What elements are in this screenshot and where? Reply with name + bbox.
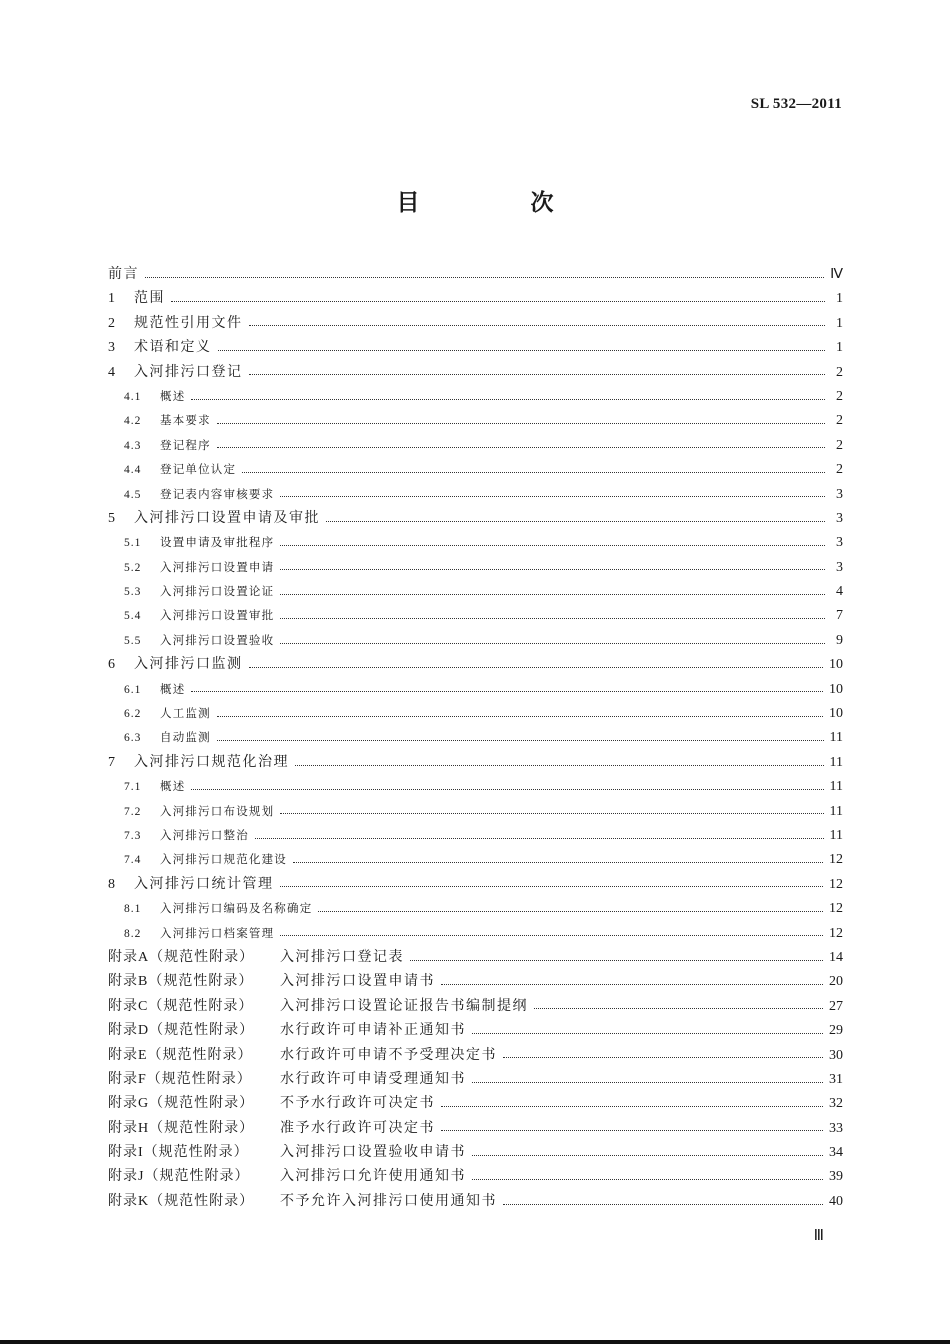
toc-entry-page: 11 <box>829 754 843 770</box>
toc-entry-number: 附录D（规范性附录） <box>108 1023 255 1039</box>
toc-entry-number: 4.1 <box>124 390 142 403</box>
toc-entry-page: 9 <box>836 632 843 648</box>
toc-entry-title: 入河排污口设置审批 <box>160 608 275 623</box>
toc-entry-page: 1 <box>836 291 843 307</box>
toc-entry[interactable] <box>108 896 843 920</box>
toc-leader-dots <box>145 277 824 278</box>
toc-entry[interactable] <box>108 433 843 457</box>
toc-entry-number: 6.1 <box>124 683 142 696</box>
toc-leader-dots <box>472 1082 823 1083</box>
standard-code: SL 532—2011 <box>750 96 842 112</box>
toc-leader-dots <box>472 1033 823 1034</box>
toc-entry-number: 附录J（规范性附录） <box>108 1169 250 1185</box>
toc-entry-number: 8.2 <box>124 927 142 940</box>
toc-entry-title: 不予允许入河排污口使用通知书 <box>280 1192 497 1209</box>
toc-entry[interactable] <box>108 774 843 798</box>
toc-entry-page: 14 <box>829 949 843 965</box>
page-number: Ⅲ <box>813 1228 824 1244</box>
toc-entry-title: 设置申请及审批程序 <box>160 535 275 550</box>
toc-entry-page: 2 <box>836 388 843 404</box>
toc-entry-number: 附录C（规范性附录） <box>108 998 254 1014</box>
toc-entry-page: 20 <box>829 974 843 990</box>
toc-entry-page: 34 <box>829 1145 843 1161</box>
toc-entry-title: 基本要求 <box>160 413 211 428</box>
toc-entry-title: 规范性引用文件 <box>134 314 243 331</box>
toc-leader-dots <box>191 399 825 400</box>
toc-entry-number: 5.4 <box>124 610 142 623</box>
toc-leader-dots <box>280 545 825 546</box>
toc-leader-dots <box>293 862 823 863</box>
toc-entry-number: 6.3 <box>124 732 142 745</box>
page-title: 目 次 <box>396 190 598 216</box>
toc-entry-title: 入河排污口设置申请及审批 <box>134 509 320 526</box>
toc-entry-title: 范围 <box>134 290 165 307</box>
toc-leader-dots <box>280 813 823 814</box>
toc-entry-title: 入河排污口登记 <box>134 363 243 380</box>
toc-entry-page: 40 <box>829 1193 843 1209</box>
toc-entry-page: 1 <box>836 315 843 331</box>
toc-entry[interactable] <box>108 1018 843 1042</box>
toc-entry-title: 入河排污口登记表 <box>280 948 404 965</box>
toc-leader-dots <box>217 447 825 448</box>
toc-entry-number: 5 <box>108 510 115 526</box>
toc-entry[interactable] <box>108 482 843 506</box>
toc-entry[interactable] <box>108 628 843 652</box>
toc-entry-title: 入河排污口统计管理 <box>134 875 274 892</box>
toc-entry-number: 附录E（规范性附录） <box>108 1047 253 1063</box>
toc-entry-title: 登记单位认定 <box>160 462 237 477</box>
toc-leader-dots <box>280 496 825 497</box>
toc-entry-title: 准予水行政许可决定书 <box>280 1119 435 1136</box>
toc-leader-dots <box>280 643 825 644</box>
toc-entry-number: 附录K（规范性附录） <box>108 1193 255 1209</box>
toc-entry-title: 入河排污口档案管理 <box>160 925 275 940</box>
toc-entry-number: 5.3 <box>124 586 142 599</box>
toc-entry-number: 4 <box>108 364 115 380</box>
toc-entry-page: 2 <box>836 437 843 453</box>
toc-entry-title: 入河排污口设置验收 <box>160 632 275 647</box>
toc-entry-page: Ⅳ <box>830 267 843 282</box>
toc-entry-title: 入河排污口设置申请书 <box>280 973 435 990</box>
toc-entry-number: 7.4 <box>124 854 142 867</box>
toc-entry[interactable] <box>108 945 843 969</box>
toc-entry-number: 2 <box>108 315 115 331</box>
toc-entry-number: 附录G（规范性附录） <box>108 1096 255 1112</box>
toc-leader-dots <box>441 984 823 985</box>
toc-entry-page: 10 <box>829 681 843 697</box>
toc-entry-page: 3 <box>836 510 843 526</box>
toc-entry[interactable] <box>108 1164 843 1188</box>
toc-entry-number: 5.2 <box>124 561 142 574</box>
toc-entry-title: 入河排污口监测 <box>134 656 243 673</box>
toc-entry-title: 不予水行政许可决定书 <box>280 1095 435 1112</box>
toc-entry-page: 2 <box>836 364 843 380</box>
toc-entry-page: 10 <box>829 706 843 722</box>
toc-entry[interactable] <box>108 262 843 286</box>
toc-entry-page: 10 <box>829 657 843 673</box>
toc-entry-title: 水行政许可申请不予受理决定书 <box>280 1046 497 1063</box>
toc-entry-number: 附录A（规范性附录） <box>108 949 255 965</box>
toc-entry-number: 4.2 <box>124 415 142 428</box>
toc-entry-page: 11 <box>829 779 843 795</box>
toc-entry-number: 附录F（规范性附录） <box>108 1071 252 1087</box>
toc-leader-dots <box>249 667 824 668</box>
toc-leader-dots <box>472 1155 823 1156</box>
toc-entry-page: 12 <box>829 901 843 917</box>
toc-entry[interactable] <box>108 360 843 384</box>
toc-entry-page: 3 <box>836 486 843 502</box>
toc-entry-title: 术语和定义 <box>134 339 212 356</box>
toc-leader-dots <box>534 1008 823 1009</box>
toc-leader-dots <box>217 423 825 424</box>
toc-entry-number: 8.1 <box>124 903 142 916</box>
toc-entry[interactable] <box>108 506 843 530</box>
toc-entry[interactable] <box>108 311 843 335</box>
toc-entry-title: 入河排污口布设规划 <box>160 803 275 818</box>
toc-entry[interactable] <box>108 847 843 871</box>
toc-leader-dots <box>191 789 823 790</box>
toc-leader-dots <box>217 740 824 741</box>
toc-entry-title: 入河排污口允许使用通知书 <box>280 1168 466 1185</box>
toc-entry-title: 水行政许可申请受理通知书 <box>280 1070 466 1087</box>
toc-entry-number: 7.3 <box>124 829 142 842</box>
toc-entry-number: 4.5 <box>124 488 142 501</box>
toc-entry-page: 2 <box>836 462 843 478</box>
toc-entry-number: 7 <box>108 754 115 770</box>
toc-leader-dots <box>280 618 825 619</box>
toc-entry[interactable] <box>108 921 843 945</box>
toc-entry-page: 11 <box>829 827 843 843</box>
toc-entry[interactable] <box>108 823 843 847</box>
toc-leader-dots <box>503 1204 823 1205</box>
toc-entry-title: 概述 <box>160 681 186 696</box>
table-of-contents <box>108 262 843 1213</box>
toc-entry[interactable] <box>108 1091 843 1115</box>
toc-leader-dots <box>295 765 824 766</box>
toc-leader-dots <box>410 960 823 961</box>
toc-entry-page: 39 <box>829 1169 843 1185</box>
toc-entry-page: 12 <box>829 852 843 868</box>
toc-entry-page: 33 <box>829 1120 843 1136</box>
toc-entry[interactable] <box>108 555 843 579</box>
toc-entry-title: 入河排污口编码及名称确定 <box>160 901 313 916</box>
bottom-rule <box>0 1340 950 1344</box>
toc-leader-dots <box>191 691 823 692</box>
toc-entry-title: 入河排污口规范化治理 <box>134 753 289 770</box>
toc-entry-number: 附录B（规范性附录） <box>108 974 254 990</box>
toc-entry-number: 6.2 <box>124 708 142 721</box>
toc-entry-title: 入河排污口规范化建设 <box>160 852 287 867</box>
toc-entry-number: 3 <box>108 340 115 356</box>
toc-leader-dots <box>503 1057 823 1058</box>
toc-entry[interactable] <box>108 799 843 823</box>
toc-entry-title: 前言 <box>108 266 139 282</box>
toc-entry[interactable] <box>108 1140 843 1164</box>
toc-entry[interactable] <box>108 579 843 603</box>
toc-entry-title: 人工监测 <box>160 706 211 721</box>
toc-leader-dots <box>249 374 826 375</box>
toc-entry-page: 7 <box>836 608 843 624</box>
toc-entry[interactable] <box>108 1043 843 1067</box>
toc-leader-dots <box>326 521 825 522</box>
toc-entry-page: 11 <box>829 730 843 746</box>
toc-entry[interactable] <box>108 1189 843 1213</box>
toc-entry[interactable] <box>108 1116 843 1140</box>
toc-entry[interactable] <box>108 384 843 408</box>
toc-entry-page: 31 <box>829 1071 843 1087</box>
toc-entry-title: 入河排污口设置论证 <box>160 584 275 599</box>
toc-entry-number: 5.1 <box>124 537 142 550</box>
toc-entry-title: 入河排污口设置申请 <box>160 559 275 574</box>
toc-entry-number: 5.5 <box>124 634 142 647</box>
toc-entry-number: 4.4 <box>124 464 142 477</box>
toc-entry[interactable] <box>108 408 843 432</box>
toc-leader-dots <box>217 716 823 717</box>
toc-leader-dots <box>218 350 826 351</box>
toc-entry-number: 7.2 <box>124 805 142 818</box>
toc-entry[interactable] <box>108 603 843 627</box>
toc-entry[interactable] <box>108 969 843 993</box>
toc-leader-dots <box>255 838 824 839</box>
toc-leader-dots <box>280 935 823 936</box>
toc-entry-page: 27 <box>829 998 843 1014</box>
toc-leader-dots <box>280 886 824 887</box>
toc-entry-title: 水行政许可申请补正通知书 <box>280 1022 466 1039</box>
toc-entry-page: 1 <box>836 340 843 356</box>
toc-entry-page: 30 <box>829 1047 843 1063</box>
toc-leader-dots <box>249 325 826 326</box>
toc-entry-page: 3 <box>836 559 843 575</box>
toc-entry[interactable] <box>108 994 843 1018</box>
toc-entry[interactable] <box>108 677 843 701</box>
toc-entry-page: 3 <box>836 535 843 551</box>
toc-entry[interactable] <box>108 725 843 749</box>
toc-entry-title: 入河排污口设置验收申请书 <box>280 1144 466 1161</box>
toc-entry-number: 4.3 <box>124 439 142 452</box>
toc-entry-title: 入河排污口设置论证报告书编制提纲 <box>280 997 528 1014</box>
toc-entry-title: 自动监测 <box>160 730 211 745</box>
toc-entry-number: 1 <box>108 291 115 307</box>
toc-entry-number: 附录H（规范性附录） <box>108 1120 255 1136</box>
toc-entry-page: 12 <box>829 876 843 892</box>
toc-leader-dots <box>472 1179 823 1180</box>
toc-entry-page: 4 <box>836 584 843 600</box>
toc-entry-number: 8 <box>108 876 115 892</box>
toc-entry-page: 12 <box>829 925 843 941</box>
toc-entry[interactable] <box>108 1067 843 1091</box>
toc-leader-dots <box>441 1130 823 1131</box>
toc-entry[interactable] <box>108 701 843 725</box>
toc-entry-title: 概述 <box>160 388 186 403</box>
toc-entry-title: 概述 <box>160 779 186 794</box>
toc-entry-page: 11 <box>829 803 843 819</box>
toc-leader-dots <box>242 472 825 473</box>
toc-entry-title: 登记表内容审核要求 <box>160 486 275 501</box>
toc-entry-page: 32 <box>829 1096 843 1112</box>
toc-leader-dots <box>280 594 825 595</box>
toc-entry[interactable] <box>108 750 843 774</box>
toc-entry-page: 2 <box>836 413 843 429</box>
toc-entry-number: 7.1 <box>124 781 142 794</box>
toc-entry-page: 29 <box>829 1023 843 1039</box>
toc-entry[interactable] <box>108 872 843 896</box>
toc-entry-number: 6 <box>108 657 115 673</box>
toc-entry[interactable] <box>108 457 843 481</box>
toc-entry-title: 登记程序 <box>160 437 211 452</box>
toc-leader-dots <box>441 1106 823 1107</box>
toc-entry[interactable] <box>108 286 843 310</box>
toc-leader-dots <box>318 911 823 912</box>
toc-leader-dots <box>171 301 825 302</box>
toc-entry[interactable] <box>108 652 843 676</box>
toc-entry[interactable] <box>108 335 843 359</box>
toc-entry[interactable] <box>108 530 843 554</box>
toc-entry-number: 附录I（规范性附录） <box>108 1145 249 1161</box>
toc-entry-title: 入河排污口整治 <box>160 827 249 842</box>
toc-leader-dots <box>280 569 825 570</box>
